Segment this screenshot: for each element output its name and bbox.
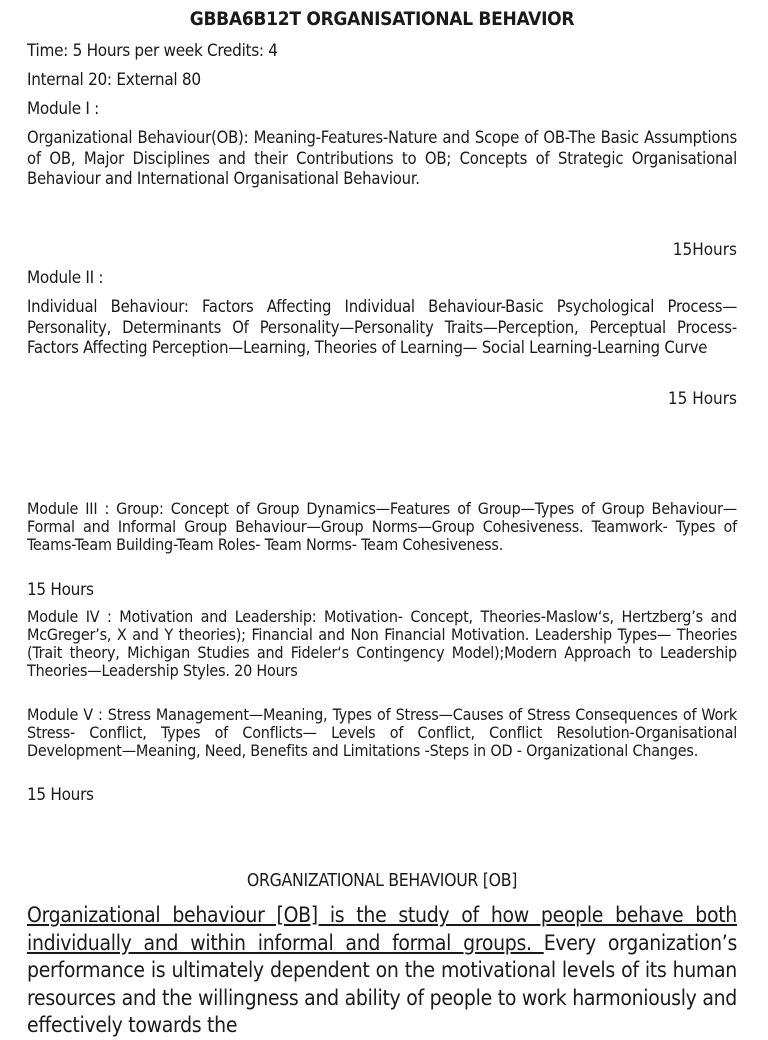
time-credits-line: Time: 5 Hours per week Credits: 4	[27, 41, 278, 61]
ob-definition-underlined: Organizational behaviour [OB] is the study of how people behave both individually and within informal and formal groups.	[27, 903, 737, 955]
ob-intro-rest: Every organization’s performance is ultimately dependent on the motivational levels of its human resources and the willingness and ability of people to work harmoniously and effectively towards the	[27, 930, 737, 1037]
module-2-hours: 15 Hours	[667, 389, 737, 409]
module-5-content: Module V : Stress Management—Meaning, Types of Stress—Causes of Stress Consequences of Work Stress- Conflict, Types of Conflicts— Levels of Conflict, Conflict Resolution-Organisational Development—Meaning, Need, Benefits and Limitations -Steps in OD - Organizational Changes.	[27, 705, 737, 760]
module-2-heading: Module II :	[27, 268, 104, 288]
module-2-content: Individual Behaviour: Factors Affecting Individual Behaviour-Basic Psychological Process—Personality, Determinants Of Personality—Personality Traits—Perception, Perceptual Process-Factors Affecting Perception—Learning, Theories of Learning— Social Learning-Learning Curve	[27, 297, 737, 357]
marks-line: Internal 20: External 80	[27, 70, 201, 90]
module-3-hours: 15 Hours	[27, 580, 94, 600]
module-1-heading: Module I :	[27, 99, 99, 119]
module-4-content: Module IV : Motivation and Leadership: Motivation- Concept, Theories-Maslow‘s, Hertzberg’s and McGreger’s, X and Y theories); Financial and Non Financial Motivation. Leadership Types— Theories (Trait theory, Michigan Studies and Fideler‘s Contingency Model);Modern Approach to Leadership Theories—Leadership Styles. 20 Hours	[27, 607, 737, 680]
ob-section-heading: ORGANIZATIONAL BEHAVIOUR [OB]	[246, 871, 518, 891]
ob-intro-paragraph	[27, 902, 737, 1040]
page-title: GBBA6B12T ORGANISATIONAL BEHAVIOR	[189, 8, 575, 30]
module-1-hours: 15Hours	[672, 240, 737, 260]
module-3-content: Module III : Group: Concept of Group Dynamics—Features of Group—Types of Group Behaviour—Formal and Informal Group Behaviour—Group Norms—Group Cohesiveness. Teamwork- Types of Teams-Team Building-Team Roles- Team Norms- Team Cohesiveness.	[27, 499, 737, 554]
module-1-content: Organizational Behaviour(OB): Meaning-Features-Nature and Scope of OB-The Basic Assumptions of OB, Major Disciplines and their Contributions to OB; Concepts of Strategic Organisational Behaviour and International Organisational Behaviour.	[27, 128, 737, 188]
module-5-hours: 15 Hours	[27, 785, 94, 805]
